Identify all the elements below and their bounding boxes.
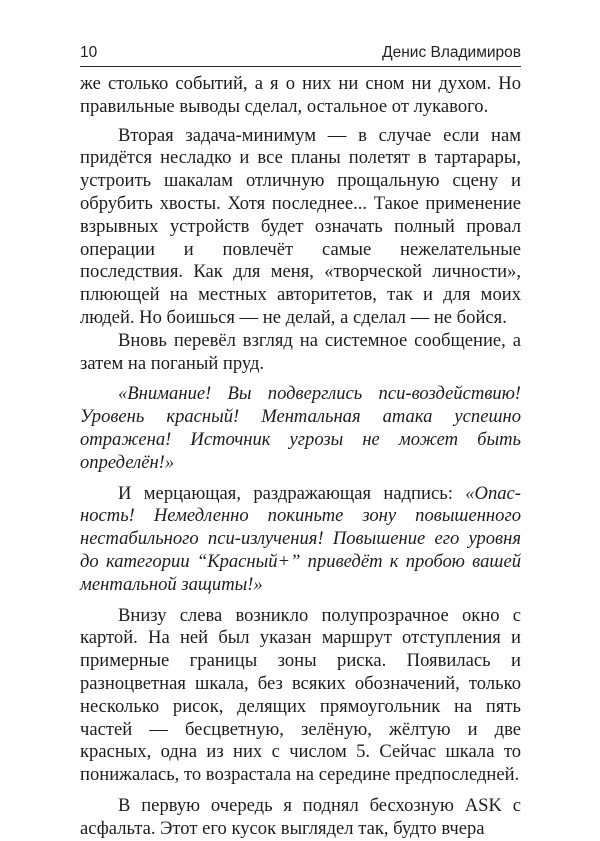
- page-header: [80, 44, 521, 64]
- running-title: Денис Владимиров: [382, 44, 521, 61]
- inscription-paragraph: [80, 483, 521, 597]
- inscription-lead: И мерцающая, раздражающая надпись:: [118, 482, 466, 504]
- system-message: «Внимание! Вы подверглись пси-воздействию! Уровень красный! Ментальная атака успешно отражена! Источник угрозы не может быть определён!»: [80, 383, 521, 473]
- header-rule: [80, 66, 521, 67]
- paragraph: Вновь перевёл взгляд на системное сообщение, а затем на поганый пруд.: [80, 329, 521, 374]
- paragraph: В первую очередь я поднял бесхозную ASK с асфальта. Этот его кусок выглядел так, будто вчера: [80, 794, 521, 839]
- page-body: [80, 73, 521, 841]
- page-number: 10: [80, 44, 98, 61]
- inscription-text: «Опас-ность! Немедленно покиньте зону повышенного нестабильного пси-излучения! Повышение его уровня до категории “Красный+” приведёт к пробою вашей ментальной защиты!»: [80, 482, 521, 595]
- paragraph: Вторая задача-минимум — в случае если нам придётся несладко и все планы полетят в тартарары, устроить шакалам отличную прощальную сцену и обрубить хвосты. Хотя последнее... Такое применение взрывных устройств будет означать полный провал операции и повлечёт самые нежелательные последствия. Как для меня, «творческой личности», плюющей на местных авторитетов, так и для моих людей. Но боишься — не делай, а сделал — не бойся.: [80, 124, 521, 328]
- paragraph: Внизу слева возникло полупрозрачное окно с картой. На ней был указан маршрут отступления и примерные границы зоны риска. Появилась и разноцветная шкала, без всяких обозначений, только несколько рисок, делящих прямоугольник на пять частей — бесцветную, зелёную, жёлтую и две красных, одна из них с числом 5. Сейчас шкала то понижалась, то возрастала на середине предпоследней.: [80, 604, 521, 786]
- paragraph: же столько событий, а я о них ни сном ни духом. Но правильные выводы сделал, остальное от лукавого.: [80, 73, 521, 117]
